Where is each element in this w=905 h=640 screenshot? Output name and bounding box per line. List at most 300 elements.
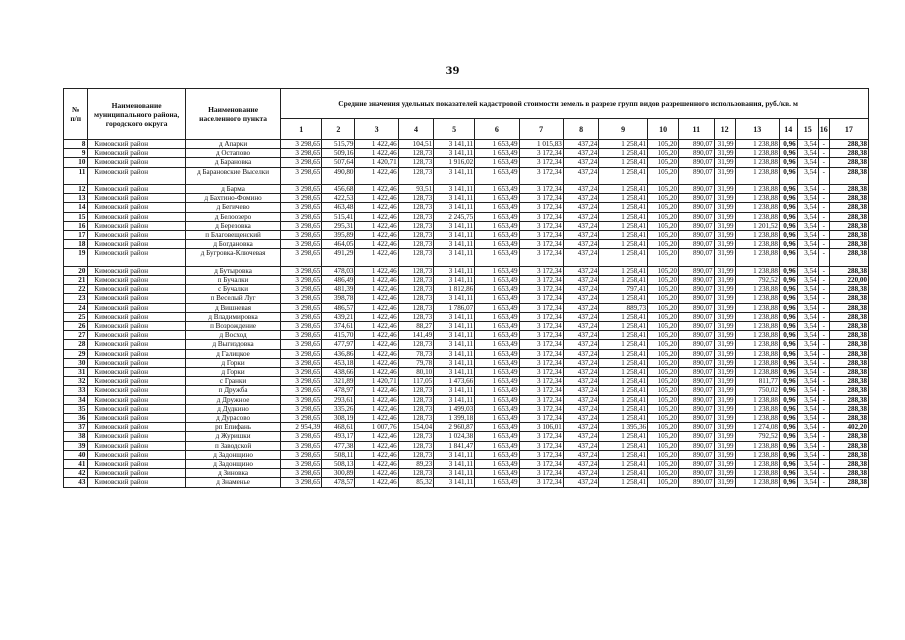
table-row <box>64 469 869 478</box>
value-cell: 288,38 <box>829 404 868 413</box>
value-cell: - <box>818 140 829 149</box>
value-cell: 1 422,46 <box>355 349 398 358</box>
value-cell: 3 141,11 <box>434 358 475 367</box>
value-cell: 3,54 <box>797 194 818 203</box>
value-cell: 3 298,65 <box>281 276 322 285</box>
row-number: 14 <box>64 203 88 212</box>
value-cell: 105,20 <box>648 194 679 203</box>
value-cell: 105,20 <box>648 203 679 212</box>
value-cell: 105,20 <box>648 414 679 423</box>
value-cell: 890,07 <box>679 386 714 395</box>
value-cell: 1 422,46 <box>355 266 398 275</box>
value-cell: 105,20 <box>648 312 679 321</box>
settlement-cell: п Дружба <box>185 386 280 395</box>
district-cell: Кимовский район <box>88 377 186 386</box>
value-cell: 1 238,88 <box>735 185 779 194</box>
value-cell: 1 653,49 <box>475 432 519 441</box>
value-cell: 93,51 <box>398 185 433 194</box>
value-cell: 105,20 <box>648 460 679 469</box>
table-row <box>64 266 869 275</box>
column-number-header: 6 <box>475 119 519 140</box>
value-cell: 220,00 <box>829 276 868 285</box>
district-cell: Кимовский район <box>88 303 186 312</box>
value-cell: - <box>818 331 829 340</box>
value-cell: 105,20 <box>648 231 679 240</box>
value-cell: 468,61 <box>322 423 355 432</box>
value-cell: 288,38 <box>829 249 868 266</box>
value-cell: 3 141,11 <box>434 478 475 487</box>
value-cell: 3,54 <box>797 423 818 432</box>
settlement-cell: д Журишки <box>185 432 280 441</box>
value-cell: 0,96 <box>779 303 797 312</box>
value-cell: 1 422,46 <box>355 312 398 321</box>
value-cell: 437,24 <box>563 240 598 249</box>
value-cell: 3 172,34 <box>519 450 563 459</box>
value-cell: 1 653,49 <box>475 404 519 413</box>
value-cell: 288,38 <box>829 194 868 203</box>
value-cell: 3 172,34 <box>519 460 563 469</box>
value-cell: 117,05 <box>398 377 433 386</box>
value-cell: 437,24 <box>563 231 598 240</box>
value-cell: 890,07 <box>679 404 714 413</box>
value-cell: 3,54 <box>797 312 818 321</box>
value-cell: 1 422,46 <box>355 340 398 349</box>
column-number-header: 17 <box>829 119 868 140</box>
value-cell: 3 172,34 <box>519 368 563 377</box>
value-cell: 1 422,46 <box>355 432 398 441</box>
value-cell: 3 172,34 <box>519 349 563 358</box>
value-cell: 3,54 <box>797 276 818 285</box>
value-cell: 1 258,41 <box>599 404 648 413</box>
table-row <box>64 349 869 358</box>
value-cell: 104,51 <box>398 140 433 149</box>
value-cell: 890,07 <box>679 441 714 450</box>
value-cell: 1 422,46 <box>355 149 398 158</box>
value-cell: 1 258,41 <box>599 358 648 367</box>
value-cell: 288,38 <box>829 294 868 303</box>
value-cell: 1 653,49 <box>475 285 519 294</box>
value-cell: 80,10 <box>398 368 433 377</box>
value-cell: 3,54 <box>797 221 818 230</box>
value-cell: 3 172,34 <box>519 203 563 212</box>
value-cell: 3 172,34 <box>519 404 563 413</box>
value-cell: 3 298,65 <box>281 395 322 404</box>
value-cell: 1 422,46 <box>355 285 398 294</box>
settlement-cell: д Дудкино <box>185 404 280 413</box>
value-cell: 1 258,41 <box>599 294 648 303</box>
value-cell: - <box>818 441 829 450</box>
value-cell: 890,07 <box>679 423 714 432</box>
value-cell: 3,54 <box>797 285 818 294</box>
value-cell: 398,78 <box>322 294 355 303</box>
value-cell: 288,38 <box>829 368 868 377</box>
value-cell: 0,96 <box>779 386 797 395</box>
settlement-cell: п Возрождение <box>185 322 280 331</box>
settlement-cell: д Барановские Выселки <box>185 167 280 184</box>
value-cell: 3,54 <box>797 185 818 194</box>
value-cell: 1 007,76 <box>355 423 398 432</box>
value-cell: 295,31 <box>322 221 355 230</box>
value-cell: - <box>818 414 829 423</box>
value-cell: 78,73 <box>398 349 433 358</box>
value-cell: 3 141,11 <box>434 349 475 358</box>
value-cell: 437,24 <box>563 149 598 158</box>
value-cell: 437,24 <box>563 266 598 275</box>
value-cell: 288,38 <box>829 349 868 358</box>
value-cell: 288,38 <box>829 358 868 367</box>
value-cell: - <box>818 322 829 331</box>
value-cell: 890,07 <box>679 312 714 321</box>
value-cell: 128,73 <box>398 276 433 285</box>
value-cell: 288,38 <box>829 395 868 404</box>
value-cell: 890,07 <box>679 158 714 167</box>
table-row <box>64 221 869 230</box>
value-cell: 1 812,86 <box>434 285 475 294</box>
value-cell: 437,24 <box>563 167 598 184</box>
value-cell: 0,96 <box>779 212 797 221</box>
table-row <box>64 460 869 469</box>
value-cell: 515,79 <box>322 140 355 149</box>
value-cell: 1 422,46 <box>355 194 398 203</box>
value-cell: 31,99 <box>714 149 735 158</box>
table-row <box>64 276 869 285</box>
value-cell: 3 172,34 <box>519 249 563 266</box>
value-cell: 128,73 <box>398 285 433 294</box>
value-cell: 1 201,52 <box>735 221 779 230</box>
value-cell: 1 258,41 <box>599 249 648 266</box>
header-district: Наименование муниципального района, городского округа <box>88 89 186 140</box>
value-cell: 0,96 <box>779 240 797 249</box>
value-cell: 3 141,11 <box>434 460 475 469</box>
value-cell: 3 141,11 <box>434 450 475 459</box>
table-row <box>64 149 869 158</box>
value-cell: 437,24 <box>563 276 598 285</box>
value-cell: 490,80 <box>322 167 355 184</box>
settlement-cell: д Остапово <box>185 149 280 158</box>
value-cell: 288,38 <box>829 460 868 469</box>
value-cell: 3,54 <box>797 322 818 331</box>
cadastral-value-table <box>63 88 869 488</box>
row-number: 32 <box>64 377 88 386</box>
value-cell: 288,38 <box>829 377 868 386</box>
value-cell: 288,38 <box>829 212 868 221</box>
value-cell: 3 298,65 <box>281 231 322 240</box>
value-cell: 3 141,11 <box>434 322 475 331</box>
district-cell: Кимовский район <box>88 478 186 487</box>
value-cell: 0,96 <box>779 340 797 349</box>
value-cell: 31,99 <box>714 368 735 377</box>
settlement-cell: д Владимировка <box>185 312 280 321</box>
value-cell: 3 141,11 <box>434 266 475 275</box>
district-cell: Кимовский район <box>88 340 186 349</box>
district-cell: Кимовский район <box>88 167 186 184</box>
header-settlement: Наименование населенного пункта <box>185 89 280 140</box>
row-number: 24 <box>64 303 88 312</box>
value-cell: 1 653,49 <box>475 414 519 423</box>
value-cell: - <box>818 368 829 377</box>
settlement-cell: д Восход <box>185 331 280 340</box>
value-cell: 1 422,46 <box>355 368 398 377</box>
row-number: 17 <box>64 231 88 240</box>
district-cell: Кимовский район <box>88 469 186 478</box>
value-cell: 890,07 <box>679 469 714 478</box>
value-cell: 3 172,34 <box>519 285 563 294</box>
value-cell: 437,24 <box>563 395 598 404</box>
value-cell: 415,70 <box>322 331 355 340</box>
value-cell: 437,24 <box>563 294 598 303</box>
value-cell: 105,20 <box>648 469 679 478</box>
value-cell: 0,96 <box>779 331 797 340</box>
value-cell: 3 298,65 <box>281 414 322 423</box>
value-cell: 105,20 <box>648 285 679 294</box>
table-row <box>64 212 869 221</box>
value-cell: 1 258,41 <box>599 432 648 441</box>
value-cell: 3 141,11 <box>434 386 475 395</box>
district-cell: Кимовский район <box>88 331 186 340</box>
district-cell: Кимовский район <box>88 221 186 230</box>
value-cell: 1 238,88 <box>735 140 779 149</box>
settlement-cell: с Гранки <box>185 377 280 386</box>
value-cell: 437,24 <box>563 285 598 294</box>
value-cell: 1 653,49 <box>475 395 519 404</box>
value-cell: 2 960,87 <box>434 423 475 432</box>
value-cell: 1 024,38 <box>434 432 475 441</box>
value-cell: - <box>818 358 829 367</box>
value-cell: 0,96 <box>779 395 797 404</box>
value-cell: 478,57 <box>322 478 355 487</box>
value-cell: 31,99 <box>714 331 735 340</box>
value-cell: 1 653,49 <box>475 386 519 395</box>
value-cell: 3,54 <box>797 158 818 167</box>
value-cell: 3 298,65 <box>281 203 322 212</box>
value-cell: 3 141,11 <box>434 469 475 478</box>
value-cell: 1 238,88 <box>735 358 779 367</box>
value-cell: 1 653,49 <box>475 469 519 478</box>
value-cell: 31,99 <box>714 276 735 285</box>
value-cell: 31,99 <box>714 212 735 221</box>
district-cell: Кимовский район <box>88 414 186 423</box>
value-cell: 31,99 <box>714 414 735 423</box>
value-cell: 508,11 <box>322 450 355 459</box>
value-cell: - <box>818 478 829 487</box>
value-cell: 374,61 <box>322 322 355 331</box>
value-cell: 1 238,88 <box>735 322 779 331</box>
value-cell: - <box>818 469 829 478</box>
value-cell: - <box>818 231 829 240</box>
value-cell: 3 141,11 <box>434 276 475 285</box>
value-cell: 1 653,49 <box>475 249 519 266</box>
value-cell: 1 258,41 <box>599 149 648 158</box>
value-cell: 3 298,65 <box>281 349 322 358</box>
value-cell: 889,73 <box>599 303 648 312</box>
value-cell: 0,96 <box>779 404 797 413</box>
value-cell: 128,73 <box>398 212 433 221</box>
settlement-cell: д Белоозеро <box>185 212 280 221</box>
value-cell: 1 238,88 <box>735 460 779 469</box>
value-cell: 288,38 <box>829 240 868 249</box>
value-cell: 31,99 <box>714 441 735 450</box>
value-cell: 3 298,65 <box>281 221 322 230</box>
value-cell: 3,54 <box>797 294 818 303</box>
value-cell: 128,73 <box>398 231 433 240</box>
value-cell: 1 258,41 <box>599 212 648 221</box>
value-cell: 3,54 <box>797 140 818 149</box>
value-cell: 437,24 <box>563 331 598 340</box>
table-row <box>64 368 869 377</box>
value-cell: 1 653,49 <box>475 266 519 275</box>
value-cell: 1 653,49 <box>475 441 519 450</box>
value-cell: 0,96 <box>779 312 797 321</box>
value-cell: 3 298,65 <box>281 249 322 266</box>
page-number: 39 <box>445 66 460 77</box>
district-cell: Кимовский район <box>88 158 186 167</box>
value-cell: 31,99 <box>714 294 735 303</box>
district-cell: Кимовский район <box>88 140 186 149</box>
value-cell: 1 422,46 <box>355 441 398 450</box>
table-row <box>64 423 869 432</box>
value-cell: 31,99 <box>714 249 735 266</box>
value-cell: 105,20 <box>648 185 679 194</box>
value-cell: 1 258,41 <box>599 349 648 358</box>
value-cell: 515,41 <box>322 212 355 221</box>
value-cell: 750,02 <box>735 386 779 395</box>
table-row <box>64 240 869 249</box>
row-number: 18 <box>64 240 88 249</box>
table-row <box>64 167 869 184</box>
value-cell: 437,24 <box>563 469 598 478</box>
value-cell: 128,73 <box>398 404 433 413</box>
column-number-header: 5 <box>434 119 475 140</box>
value-cell: 1 258,41 <box>599 460 648 469</box>
value-cell: 1 258,41 <box>599 194 648 203</box>
value-cell: 453,18 <box>322 358 355 367</box>
value-cell: 1 399,18 <box>434 414 475 423</box>
value-cell: 288,38 <box>829 140 868 149</box>
value-cell: 3 298,65 <box>281 404 322 413</box>
value-cell: 335,26 <box>322 404 355 413</box>
value-cell: 105,20 <box>648 478 679 487</box>
value-cell: 1 653,49 <box>475 294 519 303</box>
value-cell: 31,99 <box>714 303 735 312</box>
value-cell: 3,54 <box>797 414 818 423</box>
value-cell: 128,73 <box>398 386 433 395</box>
value-cell: 437,24 <box>563 377 598 386</box>
value-cell: 1 258,41 <box>599 221 648 230</box>
value-cell: 0,96 <box>779 460 797 469</box>
value-cell: 1 238,88 <box>735 266 779 275</box>
value-cell: 288,38 <box>829 312 868 321</box>
value-cell: 890,07 <box>679 149 714 158</box>
value-cell: 890,07 <box>679 340 714 349</box>
column-number-header: 7 <box>519 119 563 140</box>
value-cell: 0,96 <box>779 203 797 212</box>
value-cell: 0,96 <box>779 414 797 423</box>
district-cell: Кимовский район <box>88 185 186 194</box>
value-cell: 437,24 <box>563 368 598 377</box>
value-cell: 31,99 <box>714 167 735 184</box>
value-cell: 481,39 <box>322 285 355 294</box>
table-body <box>64 140 869 488</box>
value-cell: 1 422,46 <box>355 303 398 312</box>
value-cell: 1 258,41 <box>599 478 648 487</box>
value-cell: - <box>818 450 829 459</box>
value-cell: 437,24 <box>563 460 598 469</box>
value-cell: 3 298,65 <box>281 432 322 441</box>
value-cell: 3 141,11 <box>434 149 475 158</box>
table-row <box>64 312 869 321</box>
value-cell: 288,38 <box>829 285 868 294</box>
value-cell: 88,27 <box>398 322 433 331</box>
value-cell: - <box>818 432 829 441</box>
value-cell: 0,96 <box>779 423 797 432</box>
value-cell: 288,38 <box>829 478 868 487</box>
value-cell: 437,24 <box>563 441 598 450</box>
value-cell: 105,20 <box>648 266 679 275</box>
table-row <box>64 331 869 340</box>
value-cell: 1 258,41 <box>599 450 648 459</box>
value-cell: 1 238,88 <box>735 212 779 221</box>
header-group: Средние значения удельных показателей кадастровой стоимости земель в разрезе групп видов разрешенного использования, руб./кв. м <box>281 89 869 119</box>
value-cell: 1 653,49 <box>475 340 519 349</box>
value-cell: 128,73 <box>398 303 433 312</box>
value-cell: 141,49 <box>398 331 433 340</box>
value-cell: 3 298,65 <box>281 386 322 395</box>
value-cell: 1 258,41 <box>599 231 648 240</box>
value-cell: 890,07 <box>679 432 714 441</box>
value-cell: 3 141,11 <box>434 368 475 377</box>
value-cell: 1 653,49 <box>475 203 519 212</box>
table-row <box>64 432 869 441</box>
value-cell: 890,07 <box>679 450 714 459</box>
table-row <box>64 340 869 349</box>
value-cell: 105,20 <box>648 331 679 340</box>
value-cell: 1 653,49 <box>475 450 519 459</box>
row-number: 33 <box>64 386 88 395</box>
settlement-cell: д Бугровка-Ключевая <box>185 249 280 266</box>
value-cell: 1 422,46 <box>355 294 398 303</box>
value-cell: 1 274,08 <box>735 423 779 432</box>
value-cell: 1 238,88 <box>735 469 779 478</box>
value-cell: 105,20 <box>648 249 679 266</box>
value-cell: 437,24 <box>563 404 598 413</box>
value-cell: 128,73 <box>398 194 433 203</box>
value-cell: 478,03 <box>322 266 355 275</box>
value-cell: 1 916,02 <box>434 158 475 167</box>
row-number: 29 <box>64 349 88 358</box>
settlement-cell: д Зиновка <box>185 469 280 478</box>
value-cell: 31,99 <box>714 221 735 230</box>
value-cell: 1 653,49 <box>475 478 519 487</box>
value-cell: 105,20 <box>648 432 679 441</box>
row-number: 28 <box>64 340 88 349</box>
value-cell: 31,99 <box>714 312 735 321</box>
value-cell: 85,32 <box>398 478 433 487</box>
district-cell: Кимовский район <box>88 312 186 321</box>
value-cell: 300,89 <box>322 469 355 478</box>
value-cell: 493,17 <box>322 432 355 441</box>
value-cell: 890,07 <box>679 194 714 203</box>
value-cell: 288,38 <box>829 158 868 167</box>
value-cell: 105,20 <box>648 158 679 167</box>
value-cell: 1 653,49 <box>475 312 519 321</box>
value-cell: 2 954,39 <box>281 423 322 432</box>
table-row <box>64 185 869 194</box>
value-cell: 31,99 <box>714 395 735 404</box>
value-cell: 31,99 <box>714 432 735 441</box>
value-cell: 1 238,88 <box>735 158 779 167</box>
value-cell: 3 172,34 <box>519 303 563 312</box>
value-cell: 31,99 <box>714 140 735 149</box>
